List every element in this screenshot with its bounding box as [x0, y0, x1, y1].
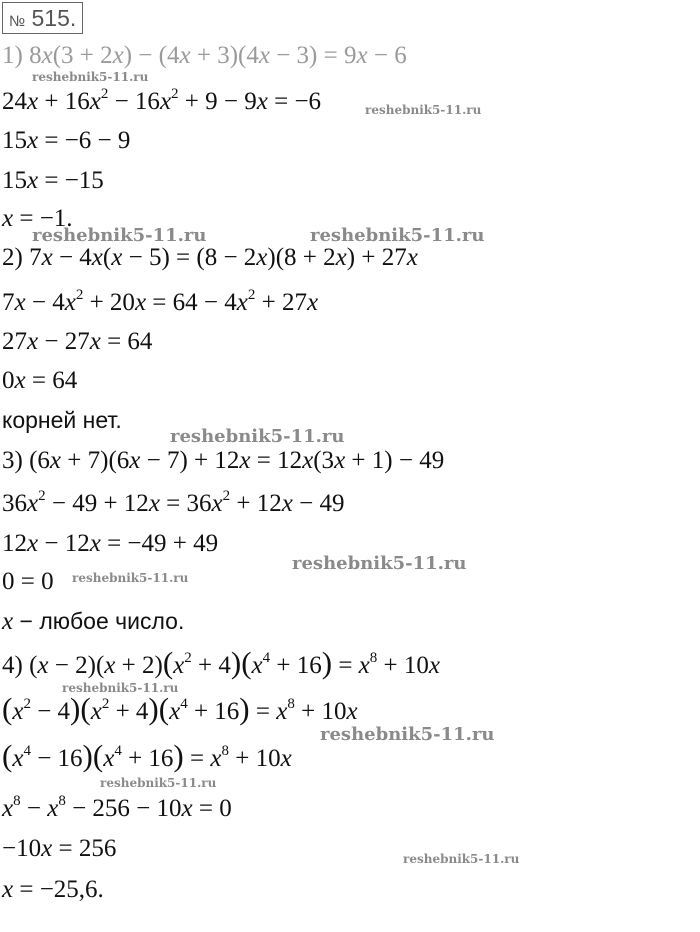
- p1-answer: x = −1.: [2, 205, 73, 232]
- watermark: reshebnik5-11.ru: [170, 426, 345, 447]
- p3-task-line: 3) (6x + 7)(6x − 7) + 12x = 12x(3x + 1) − 49: [2, 447, 445, 474]
- p1-equation-3: 15x = −15: [2, 167, 104, 194]
- watermark: reshebnik5-11.ru: [100, 776, 217, 790]
- p4-equation-2: $(x^4 - 16)(x^4 + 16) = x^8 + 10x$: [2, 738, 292, 773]
- p3-equation-2: 12x − 12x = −49 + 49: [2, 530, 219, 557]
- watermark: reshebnik5-11.ru: [310, 225, 485, 246]
- p4-answer: x = −25,6.: [2, 876, 104, 903]
- watermark: reshebnik5-11.ru: [292, 553, 467, 574]
- p4-equation-3: $x^8 - x^8 - 256 - 10x = 0$: [2, 793, 232, 822]
- watermark: reshebnik5-11.ru: [32, 70, 149, 84]
- watermark: reshebnik5-11.ru: [32, 225, 207, 246]
- p4-task-line: 4) $(x - 2)(x + 2)(x^2 + 4)(x^4 + 16) = x^8 + 10x$: [2, 645, 440, 680]
- watermark: reshebnik5-11.ru: [403, 852, 520, 866]
- watermark: reshebnik5-11.ru: [320, 724, 495, 745]
- p3-equation-1: $36x^2 - 49 + 12x = 36x^2 + 12x - 49$: [2, 488, 345, 517]
- watermark: reshebnik5-11.ru: [72, 571, 189, 585]
- p3-answer: x − любое число.: [2, 608, 185, 635]
- watermark: reshebnik5-11.ru: [365, 103, 482, 117]
- p2-equation-3: 0x = 64: [2, 367, 78, 394]
- p4-equation-4: −10x = 256: [2, 835, 117, 862]
- p2-equation-1: $7x - 4x^2 + 20x = 64 - 4x^2 + 27x$: [2, 287, 319, 316]
- p1-task-line: 1) 8x(3 + 2x) − (4x + 3)(4x − 3) = 9x − 6: [2, 42, 407, 69]
- p1-equation-1: $24x + 16x^2 - 16x^2 + 9 - 9x = -6$: [2, 86, 322, 115]
- p2-task-line: 2) 7x − 4x(x − 5) = (8 − 2x)(8 + 2x) + 27x: [2, 244, 418, 271]
- watermark: reshebnik5-11.ru: [62, 681, 179, 695]
- p4-equation-1: $(x^2 - 4)(x^2 + 4)(x^4 + 16) = x^8 + 10x$: [2, 691, 358, 726]
- p3-equation-3: 0 = 0: [2, 568, 54, 595]
- problem-number: № 515.: [2, 2, 83, 34]
- p1-equation-2: 15x = −6 − 9: [2, 127, 131, 154]
- p2-equation-2: 27x − 27x = 64: [2, 328, 153, 355]
- p2-answer: корней нет.: [2, 407, 122, 433]
